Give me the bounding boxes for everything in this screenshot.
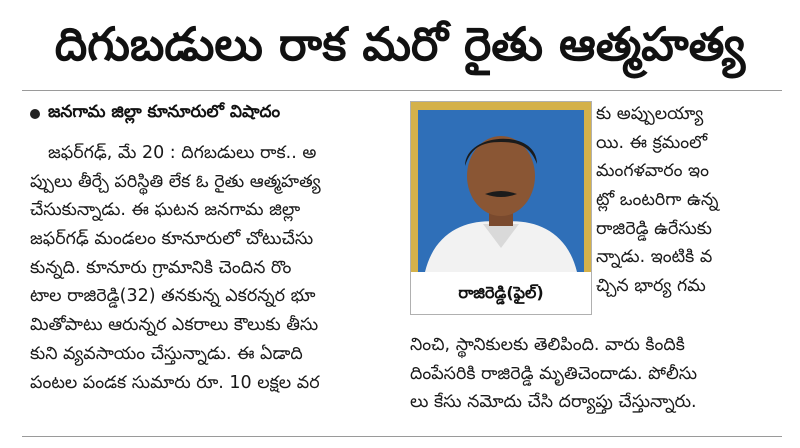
article-left-column	[30, 139, 402, 397]
text-line: చ్చిన భార్య గమ	[596, 276, 706, 297]
text-line: పంటల పండక సుమారు రూ. 10 లక్షల వర	[30, 372, 320, 393]
text-line: జఫర్‌గఢ్, మే 20 : దిగబడులు రాక.. అ	[48, 143, 317, 163]
text-line: ప్పులు తీర్చే పరిస్థితి లేక ఓ రైతు ఆత్మహత్య	[30, 171, 321, 192]
text-line: న్నాడు. ఇంటికి వ	[596, 247, 713, 268]
text-line: చేసుకున్నాడు. ఈ ఘటన జనగామ జిల్లా	[30, 200, 301, 221]
text-line: మితోపాటు ఆరున్నర ఎకరాలు కౌలుకు తీసు	[30, 315, 319, 336]
headline-rule	[22, 90, 782, 91]
subheading-text: జనగామ జిల్లా కూనూరులో విషాదం	[48, 102, 281, 122]
text-line: నించి, స్థానికులకు తెలిపింది. వారు కిందికి	[410, 335, 685, 355]
subheading	[30, 100, 280, 128]
text-line: మంగళవారం ఇం	[596, 161, 709, 182]
photo-caption: రాజిరెడ్డి(ఫైల్)	[411, 272, 591, 314]
face	[467, 136, 535, 216]
photo-box	[410, 101, 592, 315]
text-line: యి. ఈ క్రమంలో	[596, 132, 708, 153]
bottom-rule	[22, 436, 782, 437]
text-line: రాజిరెడ్డి ఉరేసుకు	[596, 218, 712, 239]
article-right-bottom-column	[410, 331, 782, 417]
headline: దిగుబడులు రాక మరో రైతు ఆత్మహత్య	[54, 17, 746, 71]
text-line: కుని వ్యవసాయం చేస్తున్నాడు. ఈ ఏడాది	[30, 343, 303, 364]
article-right-top-column	[596, 100, 786, 301]
text-line: జఫర్‌గఢ్ మండలం కూనూరులో చోటుచేసు	[30, 229, 314, 250]
text-line: దింపేసరికి రాజిరెడ్డి మృతిచెందాడు. పోలీసు	[410, 363, 698, 384]
text-line: టాల రాజిరెడ్డి(32) తనకున్న ఎకరన్నర భూ	[30, 286, 316, 307]
text-line: లు కేసు నమోదు చేసి దర్యాప్తు చేస్తున్నారు.	[410, 392, 697, 413]
portrait-photo	[411, 102, 591, 272]
text-line: కు అప్పులయ్యా	[596, 104, 704, 124]
text-line: ట్లో ఒంటరిగా ఉన్న	[596, 190, 719, 211]
text-line: కున్నది. కూనూరు గ్రామానికి చెందిన రొం	[30, 257, 292, 278]
bullet-icon	[30, 109, 40, 119]
